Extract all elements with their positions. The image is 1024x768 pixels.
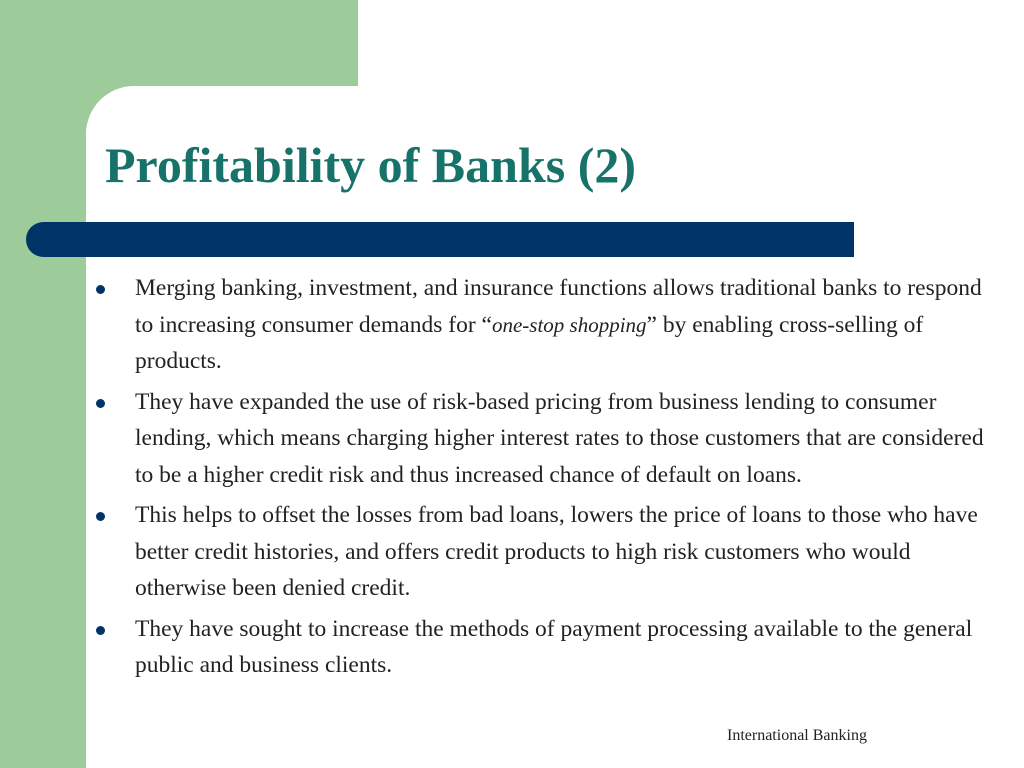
bullet-text: This helps to offset the losses from bad loans, lowers the price of loans to those who have better credit histories, and offers credit products to high risk customers who would otherwise been denied credit. — [135, 502, 978, 601]
bullet-list — [96, 270, 996, 688]
bullet-dot-icon — [96, 512, 105, 521]
bullet-item — [96, 270, 996, 380]
bullet-item — [96, 384, 996, 494]
bullet-dot-icon — [96, 285, 105, 294]
bullet-text: They have sought to increase the methods of payment processing available to the general public and business clients. — [135, 615, 973, 678]
bullet-dot-icon — [96, 399, 105, 408]
bullet-item — [96, 611, 996, 684]
bullet-text: They have expanded the use of risk-based pricing from business lending to consumer lending, which means charging higher interest rates to those customers that are considered to be a higher credit risk and thus increased chance of default on loans. — [135, 388, 984, 488]
bullet-item — [96, 497, 996, 607]
slide-footer: International Banking — [727, 727, 867, 744]
bullet-dot-icon — [96, 626, 105, 635]
bullet-emphasis: one-stop shopping — [491, 312, 647, 337]
slide-title: Profitability of Banks (2) — [105, 137, 637, 193]
bullet-text: ” by enabling cross-selling of products. — [135, 311, 924, 374]
bullet-text: Merging banking, investment, and insurance functions allows traditional banks to respond to increasing consumer demands for “ — [135, 275, 982, 338]
title-underline-bar — [26, 222, 854, 257]
